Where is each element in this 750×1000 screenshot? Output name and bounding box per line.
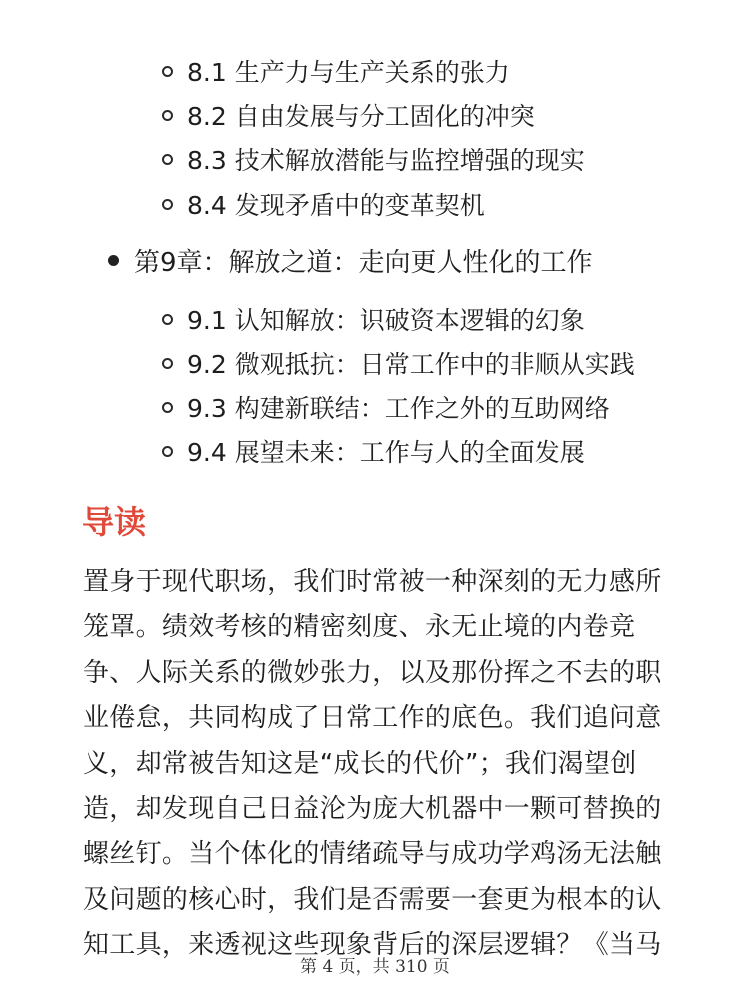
toc-item-9-3[interactable]	[162, 387, 610, 427]
toc-item-9-1[interactable]	[162, 299, 585, 339]
toc-chapter-label: 第9章：解放之道：走向更人性化的工作	[134, 247, 593, 278]
page-number: 第 4 页，共 310 页	[300, 957, 450, 977]
hollow-bullet-icon	[162, 314, 173, 325]
toc-item-label: 9.4 展望未来：工作与人的全面发展	[187, 438, 585, 467]
toc-item-8-3[interactable]	[162, 139, 585, 179]
toc-item-label: 8.1 生产力与生产关系的张力	[187, 58, 510, 87]
toc-item-8-4[interactable]	[162, 184, 485, 224]
hollow-bullet-icon	[162, 446, 173, 457]
toc-item-9-4[interactable]	[162, 431, 585, 471]
body-paragraph: 置身于现代职场，我们时常被一种深刻的无力感所笼罩。绩效考核的精密刻度、永无止境的内卷竞争、人际关系的微妙张力，以及那份挥之不去的职业倦怠，共同构成了日常工作的底色。我们追问意义，却常被告知这是“成长的代价”；我们渴望创造，却发现自己日益沦为庞大机器中一颗可替换的螺丝钉。当个体化的情绪疏导与成功学鸡汤无法触及问题的核心时，我们是否需要一套更为根本的认知工具，来透视这些现象背后的深层逻辑？《当马	[83, 567, 662, 961]
toc-item-label: 9.2 微观抵抗：日常工作中的非顺从实践	[187, 350, 635, 379]
toc-item-label: 9.3 构建新联结：工作之外的互助网络	[187, 394, 610, 423]
toc-item-8-1[interactable]	[162, 51, 510, 91]
hollow-bullet-icon	[162, 199, 173, 210]
toc-item-label: 8.3 技术解放潜能与监控增强的现实	[187, 146, 585, 175]
hollow-bullet-icon	[162, 358, 173, 369]
toc-item-9-2[interactable]	[162, 343, 635, 383]
filled-bullet-icon	[108, 255, 119, 266]
toc-item-label: 8.4 发现矛盾中的变革契机	[187, 191, 485, 220]
hollow-bullet-icon	[162, 66, 173, 77]
toc-item-8-2[interactable]	[162, 95, 535, 135]
toc-item-label: 9.1 认知解放：识破资本逻辑的幻象	[187, 306, 585, 335]
toc-item-label: 8.2 自由发展与分工固化的冲突	[187, 102, 535, 131]
hollow-bullet-icon	[162, 154, 173, 165]
hollow-bullet-icon	[162, 402, 173, 413]
toc-chapter-9[interactable]	[108, 238, 593, 282]
hollow-bullet-icon	[162, 110, 173, 121]
section-title: 导读	[82, 503, 147, 541]
